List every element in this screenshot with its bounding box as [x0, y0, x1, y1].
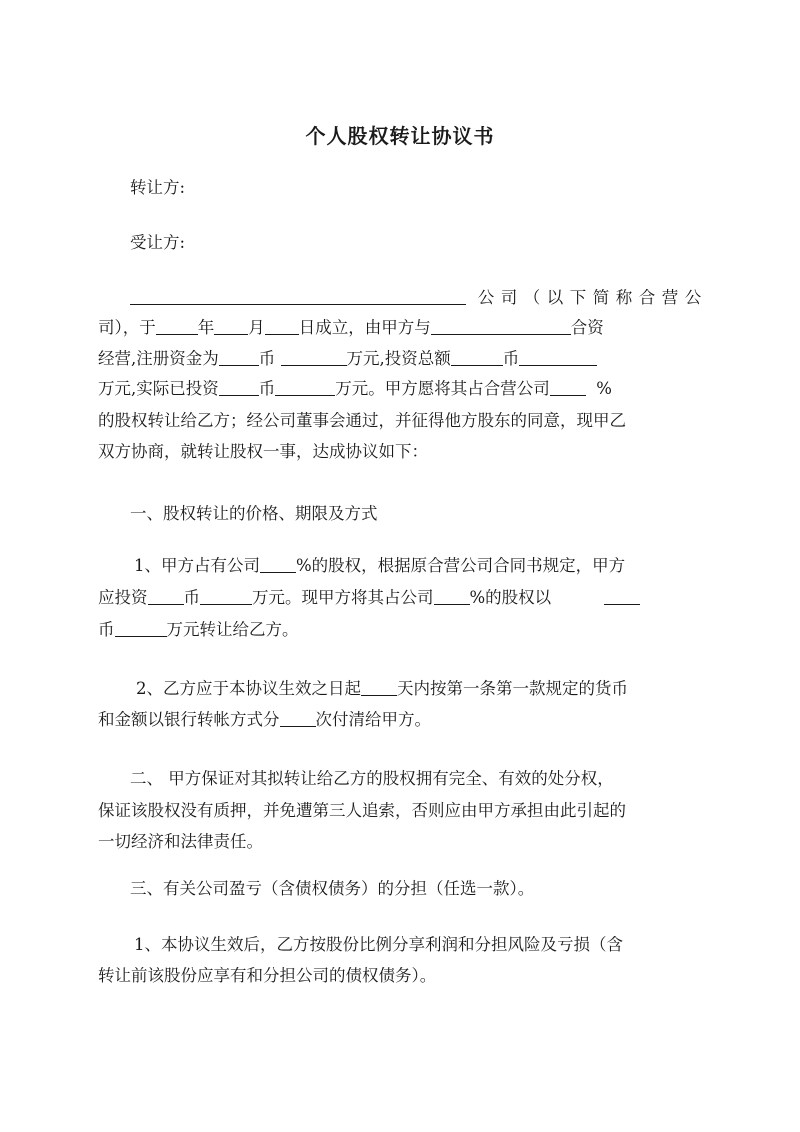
transferee-label: 受让方:	[130, 233, 186, 252]
section3-item1-line-1: 1、本协议生效后，乙方按股份比例分享利润和分担风险及亏损（含	[134, 935, 623, 954]
share-percent-blank	[550, 378, 586, 396]
paid-amount-blank	[275, 378, 335, 396]
preamble-line-4: 万元,实际已投资 币 万元。甲方愿将其占合营公司 %	[98, 379, 612, 398]
preamble-line-2: 司），于 年 月 日成立，由甲方与 合资	[98, 318, 604, 337]
month-blank	[214, 317, 248, 335]
investment-currency-blank	[451, 348, 503, 366]
document-title: 个人股权转让协议书	[305, 124, 495, 148]
installments-blank	[280, 709, 316, 727]
partner-blank	[431, 317, 571, 335]
section2-line-1: 二、 甲方保证对其拟转让给乙方的股权拥有完全、有效的处分权，	[130, 769, 614, 788]
preamble-line-6: 双方协商，就转让股权一事，达成协议如下：	[98, 442, 428, 461]
registered-amount-blank	[281, 348, 347, 366]
section3-item1-line-2: 转让前该股份应享有和分担公司的债权债务）。	[98, 966, 437, 985]
paid-currency-blank	[219, 378, 259, 396]
registered-currency-blank	[219, 348, 259, 366]
section1-item1-line-1: 1、甲方占有公司 %的股权，根据原合营公司合同书规定，甲方	[134, 556, 626, 575]
section1-item2-line-1: 2、乙方应于本协议生效之日起 天内按第一条第一款规定的货币	[136, 679, 628, 698]
investment-amount-blank	[519, 348, 597, 366]
holding-percent-blank	[260, 555, 296, 573]
preamble-line-1: 公司（以下简称合营公	[130, 286, 698, 310]
days-blank	[361, 678, 397, 696]
transfer-percent-blank	[434, 587, 470, 605]
preamble-line-3: 经营,注册资金为 币 万元,投资总额 币	[98, 347, 698, 371]
price-amount-blank	[115, 619, 167, 637]
transferor-label: 转让方:	[130, 178, 186, 197]
section2-line-2: 保证该股权没有质押，并免遭第三人追索，否则应由甲方承担由此引起的	[98, 801, 626, 820]
contribution-amount-blank	[200, 587, 252, 605]
section1-item2-line-2: 和金额以银行转帐方式分 次付清给甲方。	[98, 710, 431, 729]
section1-item1-line-2: 应投资 币 万元。现甲方将其占公司 %的股权以	[98, 586, 698, 610]
company-name-blank	[130, 287, 466, 305]
contribution-currency-blank	[148, 587, 184, 605]
price-currency-blank	[604, 587, 640, 605]
section2-line-3: 一切经济和法律责任。	[98, 832, 263, 851]
section1-heading: 一、股权转让的价格、期限及方式	[130, 504, 378, 523]
year-blank	[156, 317, 198, 335]
preamble-line-5: 的股权转让给乙方；经公司董事会通过，并征得他方股东的同意，现甲乙	[98, 411, 626, 430]
day-blank	[265, 317, 299, 335]
section1-item1-line-3: 币 万元转让给乙方。	[98, 620, 299, 639]
section3-heading: 三、有关公司盈亏（含债权债务）的分担（任选一款）。	[130, 879, 535, 898]
